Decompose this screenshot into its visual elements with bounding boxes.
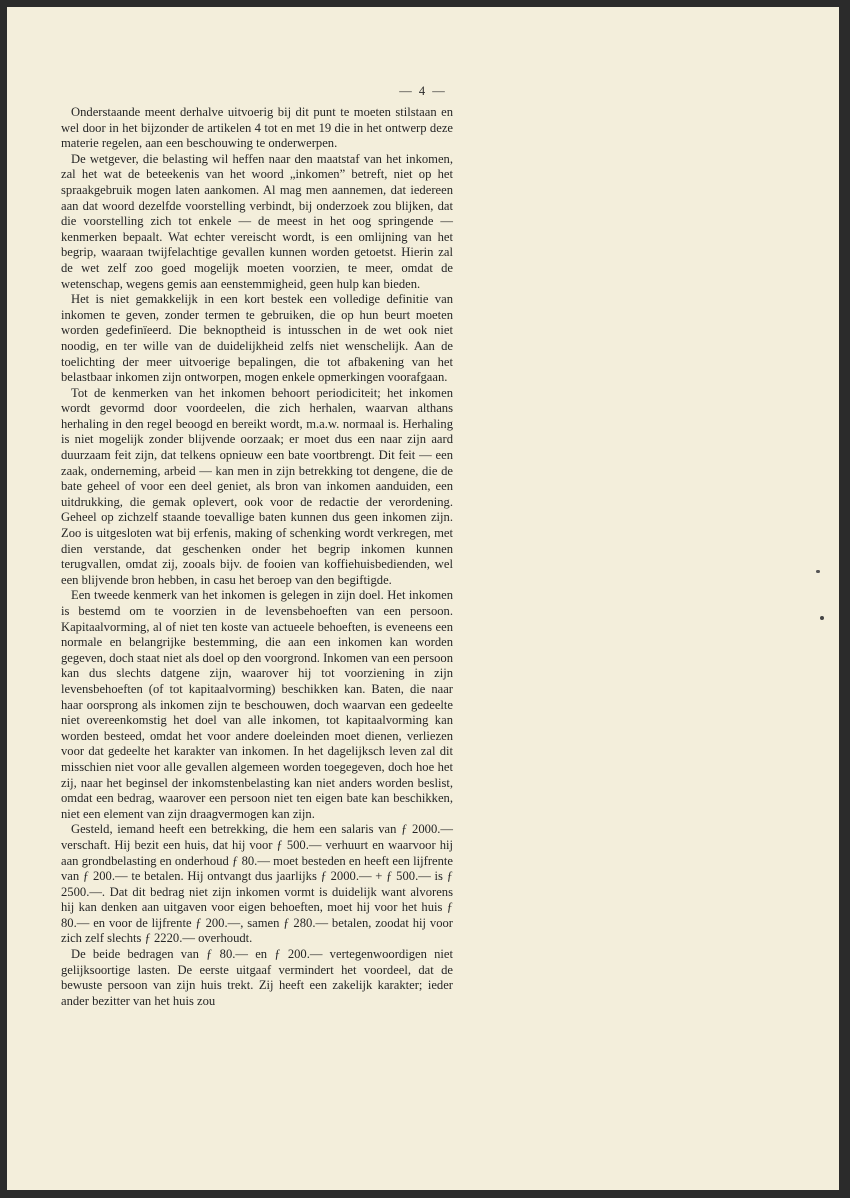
paper-speck bbox=[816, 570, 820, 573]
paragraph: Gesteld, iemand heeft een betrekking, die hem een salaris van ƒ 2000.— verschaft. Hij bezit een huis, dat hij voor ƒ 500.— verhuurt en waarvoor hij aan grondbelasting en onderhoud ƒ 80.— moet besteden en heeft een lijfrente van ƒ 200.— te betalen. Hij ontvangt dus jaarlijks ƒ 2000.— + ƒ 500.— is ƒ 2500.—. Dat dit bedrag niet zijn inkomen vormt is duidelijk want alvorens hij kan denken aan uitgaven voor eigen behoeften, moet hij voor het huis ƒ 80.— en voor de lijfrente ƒ 200.—, samen ƒ 280.— betalen, zoodat hij voor zich zelf slechts ƒ 2220.— overhoudt. bbox=[61, 822, 453, 946]
paragraph: De beide bedragen van ƒ 80.— en ƒ 200.— vertegenwoordigen niet gelijksoortige lasten. De eerste uitgaaf vermindert het voordeel, dat de bewuste persoon van zijn huis trekt. Zij heeft een zakelijk karakter; ieder ander bezitter van het huis zou bbox=[61, 947, 453, 1008]
paragraph: Onderstaande meent derhalve uitvoerig bij dit punt te moeten stilstaan en wel door in het bijzonder de artikelen 4 tot en met 19 die in het ontwerp deze materie regelen, aan een beschouwing te onderwerpen. bbox=[61, 105, 453, 151]
paragraph: De wetgever, die belasting wil heffen naar den maatstaf van het inkomen, zal het wat de beteekenis van het woord „inkomen” betreft, niet op het spraakgebruik mogen laten aankomen. Al mag men aannemen, dat iedereen aan dat woord dezelfde voorstelling verbindt, bij onderzoek zou blijken, dat die voorstelling zich tot enkele — de meest in het oog springende — kenmerken bepaalt. Wat echter vereischt wordt, is een omlijning van het begrip, waaraan twijfelachtige gevallen kunnen worden getoetst. Hierin zal de wet zelf zoo goed mogelijk moeten voorzien, te meer, omdat de wetenschap, wegens gemis aan eenstemmigheid, geen hulp kan bieden. bbox=[61, 151, 453, 291]
paragraph: Een tweede kenmerk van het inkomen is gelegen in zijn doel. Het inkomen is bestemd om te voorzien in de levensbehoeften van een persoon. Kapitaalvorming, al of niet ten koste van actueele behoeften, is eveneens een normale en belangrijke bestemming, die aan een inkomen kan worden gegeven, doch staat niet als doel op den voorgrond. Inkomen van een persoon kan dus slechts datgene zijn, waarover hij tot voorziening in zijn levensbehoeften (of tot kapitaalvorming) beschikken kan. Baten, die naar haar oorsprong als inkomen zijn te beschouwen, doch waarvan een gedeelte niet overeenkomstig het doel van alle inkomen, tot kapitaalvorming kan worden besteed, omdat het voor andere doeleinden moet dienen, verliezen voor dat gedeelte het karakter van inkomen. In het dagelijksch leven zal dit misschien niet voor alle gevallen algemeen worden toegegeven, doch hoe het zij, naar het beginsel der inkomstenbelasting kan niet anders worden beslist, omdat een bedrag, waarover een persoon niet ten eigen bate kan beschikken, niet een element van zijn draagvermogen kan zijn. bbox=[61, 588, 453, 821]
paper-speck bbox=[820, 616, 824, 620]
document-page bbox=[7, 7, 839, 1190]
paragraph: Tot de kenmerken van het inkomen behoort periodiciteit; het inkomen wordt gevormd door voordeelen, die zich herhalen, waarvan althans herhaling in den regel beoogd en bereikt wordt, m.a.w. normaal is. Herhaling is niet mogelijk zonder blijvende oorzaak; er moet dus een naar zijn aard duurzaam feit zijn, dat telkens opnieuw een bate voortbrengt. Dit feit — een zaak, onderneming, arbeid — kan men in zijn betrekking tot dengene, die de bate geheel of voor een deel geniet, als bron van inkomen aanduiden, een uitdrukking, die gemak oplevert, ook voor de redactie der verordening. Geheel op zichzelf staande toevallige baten kunnen dus geen inkomen zijn. Zoo is uitgesloten wat bij erfenis, making of schenking wordt verkregen, met dien verstande, dat geschenken onder het begrip inkomen kunnen terugvallen, omdat zij, zooals bijv. de fooien van koffiehuisbedienden, wel een blijvende bron hebben, in casu het beroep van den begiftigde. bbox=[61, 385, 453, 587]
paragraph: Het is niet gemakkelijk in een kort bestek een volledige definitie van inkomen te geven, zonder termen te gebruiken, die op hun beurt moeten worden gedefinïeerd. Die beknoptheid is intusschen in de wet ook niet noodig, en ter wille van de duidelijkheid zelfs niet wenschelijk. Aan de toelichting der meer uitvoerige bepalingen, die tot afbakening van het belastbaar inkomen zijn ontworpen, mogen enkele opmerkingen voorafgaan. bbox=[61, 292, 453, 385]
page-number: — 4 — bbox=[399, 84, 447, 98]
body-text bbox=[61, 105, 453, 1009]
